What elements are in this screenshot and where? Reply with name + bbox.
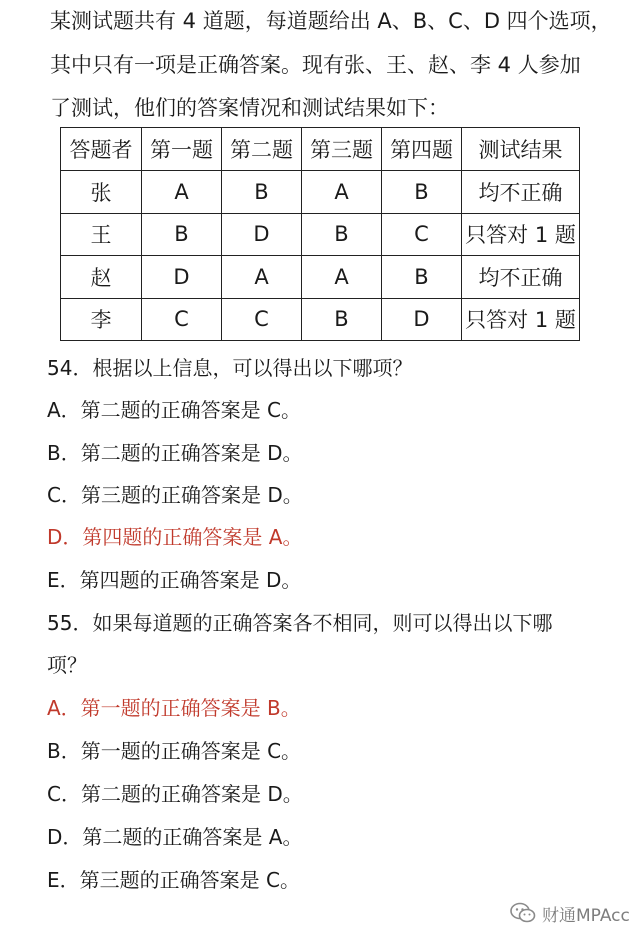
wechat-icon bbox=[510, 902, 536, 924]
table-cell: 只答对 1 题 bbox=[462, 213, 580, 255]
table-cell: A bbox=[302, 171, 382, 213]
table-cell: 均不正确 bbox=[462, 171, 580, 213]
table-cell: B bbox=[382, 256, 462, 298]
q54-option-c: C．第三题的正确答案是 D。 bbox=[47, 483, 303, 507]
table-cell: B bbox=[302, 298, 382, 340]
q54-option-b: B．第二题的正确答案是 D。 bbox=[47, 441, 303, 465]
table-cell: 均不正确 bbox=[462, 256, 580, 298]
table-cell: 王 bbox=[61, 213, 142, 255]
table-header: 第四题 bbox=[382, 128, 462, 171]
table-cell: B bbox=[142, 213, 222, 255]
q55-option-e: E．第三题的正确答案是 C。 bbox=[47, 868, 300, 892]
table-cell: 李 bbox=[61, 298, 142, 340]
table-row bbox=[61, 213, 580, 255]
table-cell: B bbox=[302, 213, 382, 255]
q54-option-d-answer: D．第四题的正确答案是 A。 bbox=[47, 525, 303, 549]
table-cell: D bbox=[382, 298, 462, 340]
table-row bbox=[61, 256, 580, 298]
q55-option-d: D．第二题的正确答案是 A。 bbox=[47, 825, 303, 849]
question-55-stem-line-1: 55．如果每道题的正确答案各不相同，则可以得出以下哪 bbox=[47, 611, 553, 635]
watermark bbox=[510, 900, 630, 926]
table-cell: C bbox=[142, 298, 222, 340]
q55-option-a-answer: A．第一题的正确答案是 B。 bbox=[47, 696, 301, 720]
answers-table bbox=[60, 127, 580, 341]
intro-line-2: 其中只有一项是正确答案。现有张、王、赵、李 4 人参加 bbox=[50, 53, 581, 77]
table-header: 答题者 bbox=[61, 128, 142, 171]
table-cell: C bbox=[382, 213, 462, 255]
q54-option-a: A．第二题的正确答案是 C。 bbox=[47, 398, 302, 422]
q54-option-e: E．第四题的正确答案是 D。 bbox=[47, 568, 302, 592]
table-header: 第一题 bbox=[142, 128, 222, 171]
table-cell: A bbox=[222, 256, 302, 298]
table-cell: A bbox=[302, 256, 382, 298]
table-cell: 只答对 1 题 bbox=[462, 298, 580, 340]
table-header: 第二题 bbox=[222, 128, 302, 171]
table-cell: B bbox=[382, 171, 462, 213]
intro-line-3: 了测试，他们的答案情况和测试结果如下： bbox=[50, 96, 449, 120]
table-row bbox=[61, 171, 580, 213]
question-54-stem: 54．根据以上信息，可以得出以下哪项？ bbox=[47, 356, 413, 380]
table-cell: C bbox=[222, 298, 302, 340]
intro-line-1: 某测试题共有 4 道题，每道题给出 A、B、C、D 四个选项， bbox=[50, 9, 612, 33]
q55-option-b: B．第一题的正确答案是 C。 bbox=[47, 739, 302, 763]
table-header: 测试结果 bbox=[462, 128, 580, 171]
q55-option-c: C．第二题的正确答案是 D。 bbox=[47, 782, 303, 806]
table-cell: B bbox=[222, 171, 302, 213]
table-cell: A bbox=[142, 171, 222, 213]
table-cell: D bbox=[142, 256, 222, 298]
table-header: 第三题 bbox=[302, 128, 382, 171]
table-cell: D bbox=[222, 213, 302, 255]
watermark-text: 财通MPAcc bbox=[542, 905, 630, 926]
table-header-row bbox=[61, 128, 580, 171]
question-55-stem-line-2: 项？ bbox=[47, 653, 87, 677]
table-cell: 张 bbox=[61, 171, 142, 213]
table-cell: 赵 bbox=[61, 256, 142, 298]
table-row bbox=[61, 298, 580, 340]
